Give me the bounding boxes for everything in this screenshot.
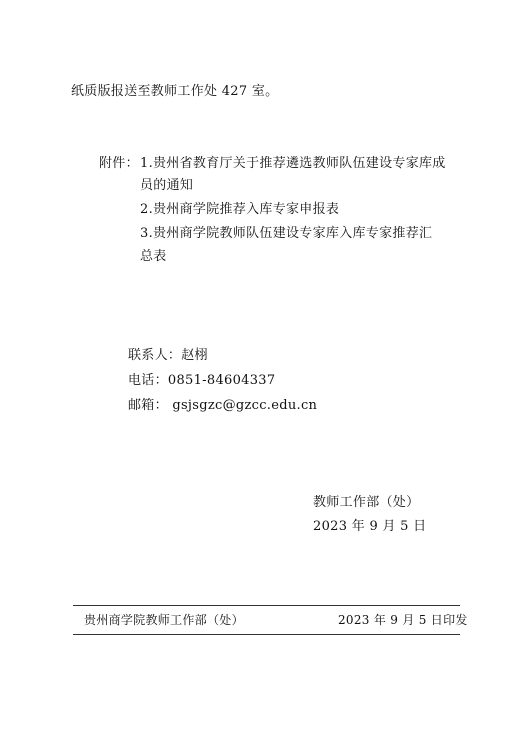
contact-phone: 电话：0851-84604337 [128, 373, 276, 388]
footer-top-rule [73, 605, 460, 606]
attachments-label: 附件： [99, 156, 139, 171]
contact-person: 联系人：赵栩 [128, 348, 208, 363]
footer-issuer: 贵州商学院教师工作部（处） [84, 613, 244, 627]
attachment-item-3-continuation: 总表 [140, 249, 167, 264]
footer-issue-date: 2023 年 9 月 5 日印发 [338, 613, 468, 627]
contact-email: 邮箱： gsjsgzc@gzcc.edu.cn [128, 398, 318, 413]
signature-org: 教师工作部（处） [313, 495, 420, 510]
attachment-item-1-continuation: 员的通知 [140, 178, 194, 193]
attachment-item-2: 2.贵州商学院推荐入库专家申报表 [140, 202, 340, 217]
body-paragraph: 纸质版报送至教师工作处 427 室。 [71, 84, 279, 99]
signature-date: 2023 年 9 月 5 日 [313, 519, 427, 534]
footer-bottom-rule [73, 634, 460, 635]
attachment-item-3: 3.贵州商学院教师队伍建设专家库入库专家推荐汇 [140, 226, 433, 241]
attachment-item-1: 1.贵州省教育厅关于推荐遴选教师队伍建设专家库成 [140, 156, 446, 171]
